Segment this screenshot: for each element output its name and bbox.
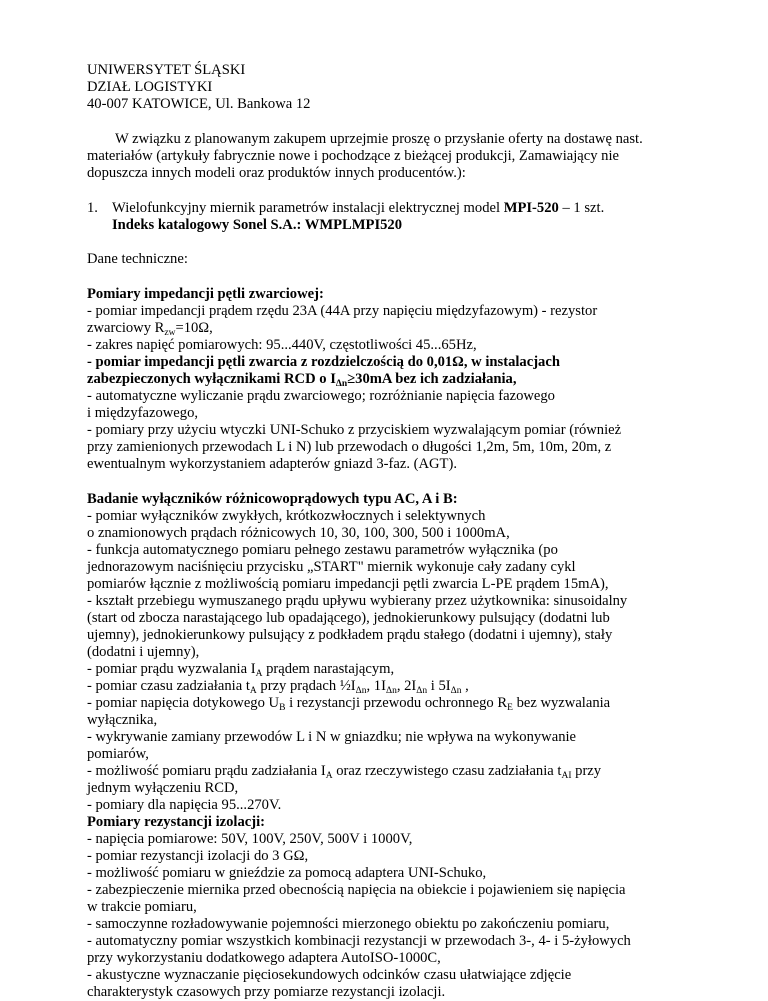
spec-line — [87, 695, 610, 712]
intro-line: W związku z planowanym zakupem uprzejmie proszę o przysłanie oferty na dostawę nast. — [115, 131, 643, 147]
spec-subscript: A — [249, 686, 257, 696]
loop-heading-line — [87, 286, 324, 303]
spec-text: bez wyzwalania — [512, 695, 611, 711]
spec-text: - możliwość pomiaru prądu zadziałania I — [87, 763, 326, 779]
spec-line: pomiarów, — [87, 746, 149, 762]
spec-bold-line — [87, 371, 517, 388]
spec-line: - pomiar wyłączników zwykłych, krótkozwłocznych i selektywnych — [87, 508, 486, 524]
rcd-heading: Badanie wyłączników różnicowoprądowych typu AC, A i B: — [87, 491, 458, 507]
spec-text: =10Ω, — [175, 320, 213, 336]
item-model: MPI-520 — [503, 200, 559, 216]
spec-line — [87, 763, 601, 780]
spec-line: - automatyczny pomiar wszystkich kombinacji rezystancji w przewodach 3-, 4- i 5-żyłowych — [87, 933, 631, 949]
spec-subscript: A — [325, 771, 333, 781]
spec-line: ujemny), jednokierunkowy pulsujący z podkładem prądu stałego (dodatni i ujemny), stały — [87, 627, 613, 643]
spec-text: , 2I — [396, 678, 417, 694]
spec-text: i rezystancji przewodu ochronnego R — [285, 695, 508, 711]
spec-line: (dodatni i ujemny), — [87, 644, 200, 660]
rcd-heading-line — [87, 491, 458, 508]
spec-line: - samoczynne rozładowywanie pojemności mierzonego obiektu po zakończeniu pomiaru, — [87, 916, 610, 932]
specs-title: Dane techniczne: — [87, 251, 188, 267]
spec-line: - pomiary przy użyciu wtyczki UNI-Schuko z przyciskiem wyzwalającym pomiar (również — [87, 422, 622, 438]
spec-line: o znamionowych prądach różnicowych 10, 30, 100, 300, 500 i 1000mA, — [87, 525, 510, 541]
item-text: Wielofunkcyjny miernik parametrów instalacji elektrycznej model — [112, 200, 504, 216]
spec-line: - akustyczne wyznaczanie pięciosekundowych odcinków czasu ułatwiające zdjęcie — [87, 967, 572, 983]
org-name: UNIWERSYTET ŚLĄSKI — [87, 62, 246, 78]
spec-line — [87, 661, 394, 678]
spec-bold — [87, 371, 517, 387]
item-catalog: Indeks katalogowy Sonel S.A.: WMPLMPI520 — [112, 217, 403, 233]
spec-line: jednorazowym naciśnięciu przycisku „START" miernik wykonuje cały zadany cykl — [87, 559, 576, 575]
spec-text: prądem narastającym, — [262, 661, 395, 677]
spec-subscript: AI — [561, 771, 572, 781]
org-address: 40-007 KATOWICE, Ul. Bankowa 12 — [87, 96, 311, 112]
spec-subscript: Δn — [450, 686, 462, 696]
spec-text: , 1I — [366, 678, 386, 694]
spec-line: - wykrywanie zamiany przewodów L i N w gniazdku; nie wpływa na wykonywanie — [87, 729, 577, 745]
intro-line: materiałów (artykuły fabrycznie nowe i pochodzące z bieżącej produkcji, Zamawiający nie — [87, 148, 620, 164]
spec-text: zwarciowy R — [87, 320, 165, 336]
spec-text: i 5I — [427, 678, 451, 694]
spec-line: ewentualnym wykorzystaniem adapterów gniazd 3-faz. (AGT). — [87, 456, 457, 472]
spec-text: oraz rzeczywistego czasu zadziałania t — [332, 763, 562, 779]
org-department: DZIAŁ LOGISTYKI — [87, 79, 213, 95]
spec-subscript: E — [507, 703, 513, 713]
spec-line — [87, 320, 213, 337]
spec-bold: - pomiar impedancji pętli zwarcia z rozdzielczością do 0,01Ω, w instalacjach — [87, 354, 560, 370]
insulation-heading: Pomiary rezystancji izolacji: — [87, 814, 266, 830]
spec-line: pomiarów łącznie z możliwością pomiaru impedancji pętli zwarcia L-PE prądem 15mA), — [87, 576, 609, 592]
spec-subscript: Δn — [385, 686, 397, 696]
spec-line: (start od zbocza narastającego lub opadającego), jednokierunkowy pulsujący (dodatni lub — [87, 610, 610, 626]
spec-text: , — [461, 678, 469, 694]
spec-text: zabezpieczonych wyłącznikami RCD o I — [87, 371, 336, 387]
spec-line: - pomiar impedancji prądem rzędu 23A (44A przy napięciu międzyfazowym) - rezystor — [87, 303, 598, 319]
intro-line: dopuszcza innych modeli oraz produktów innych producentów.): — [87, 165, 466, 181]
item-catalog-line — [112, 217, 402, 234]
spec-line: charakterystyk czasowych przy pomiarze rezystancji izolacji. — [87, 984, 446, 1000]
spec-line: i międzyfazowego, — [87, 405, 199, 421]
item-quantity: – 1 szt. — [558, 200, 605, 216]
spec-subscript: Δn — [335, 379, 348, 389]
spec-line: w trakcie pomiaru, — [87, 899, 197, 915]
spec-line — [87, 678, 469, 695]
loop-heading: Pomiary impedancji pętli zwarciowej: — [87, 286, 324, 302]
spec-line: przy wykorzystaniu dodatkowego adaptera AutoISO-1000C, — [87, 950, 441, 966]
spec-subscript: zw — [164, 328, 176, 338]
spec-line: wyłącznika, — [87, 712, 158, 728]
spec-text: - pomiar czasu zadziałania t — [87, 678, 250, 694]
spec-text: ≥30mA bez ich zadziałania, — [347, 371, 517, 387]
spec-text: - pomiar prądu wyzwalania I — [87, 661, 256, 677]
spec-line: przy zamienionych przewodach L i N) lub przewodach o długości 1,2m, 5m, 10m, 20m, z — [87, 439, 612, 455]
spec-line: - kształt przebiegu wymuszanego prądu upływu wybierany przez użytkownika: sinusoidalny — [87, 593, 628, 609]
item-line — [87, 200, 98, 217]
spec-line: jednym wyłączeniu RCD, — [87, 780, 239, 796]
spec-subscript: Δn — [355, 686, 367, 696]
spec-text: przy — [571, 763, 602, 779]
spec-line: - zakres napięć pomiarowych: 95...440V, częstotliwości 45...65Hz, — [87, 337, 477, 353]
spec-line: - zabezpieczenie miernika przed obecnością napięcia na obiekcie i pojawieniem się napięcia — [87, 882, 626, 898]
spec-line: - napięcia pomiarowe: 50V, 100V, 250V, 500V i 1000V, — [87, 831, 413, 847]
spec-line: - automatyczne wyliczanie prądu zwarciowego; rozróżnianie napięcia fazowego — [87, 388, 555, 404]
spec-subscript: B — [279, 703, 286, 713]
spec-line: - pomiary dla napięcia 95...270V. — [87, 797, 282, 813]
spec-text: - pomiar napięcia dotykowego U — [87, 695, 280, 711]
spec-line: - funkcja automatycznego pomiaru pełnego zestawu parametrów wyłącznika (po — [87, 542, 558, 558]
spec-line: - pomiar rezystancji izolacji do 3 GΩ, — [87, 848, 309, 864]
item-title — [112, 200, 604, 217]
item-number: 1. — [87, 200, 98, 216]
spec-subscript: Δn — [416, 686, 428, 696]
insulation-heading-line — [87, 814, 265, 831]
spec-bold-line — [87, 354, 560, 371]
spec-line: - możliwość pomiaru w gnieździe za pomocą adaptera UNI-Schuko, — [87, 865, 487, 881]
spec-subscript: A — [255, 669, 263, 679]
spec-text: przy prądach ½I — [256, 678, 356, 694]
